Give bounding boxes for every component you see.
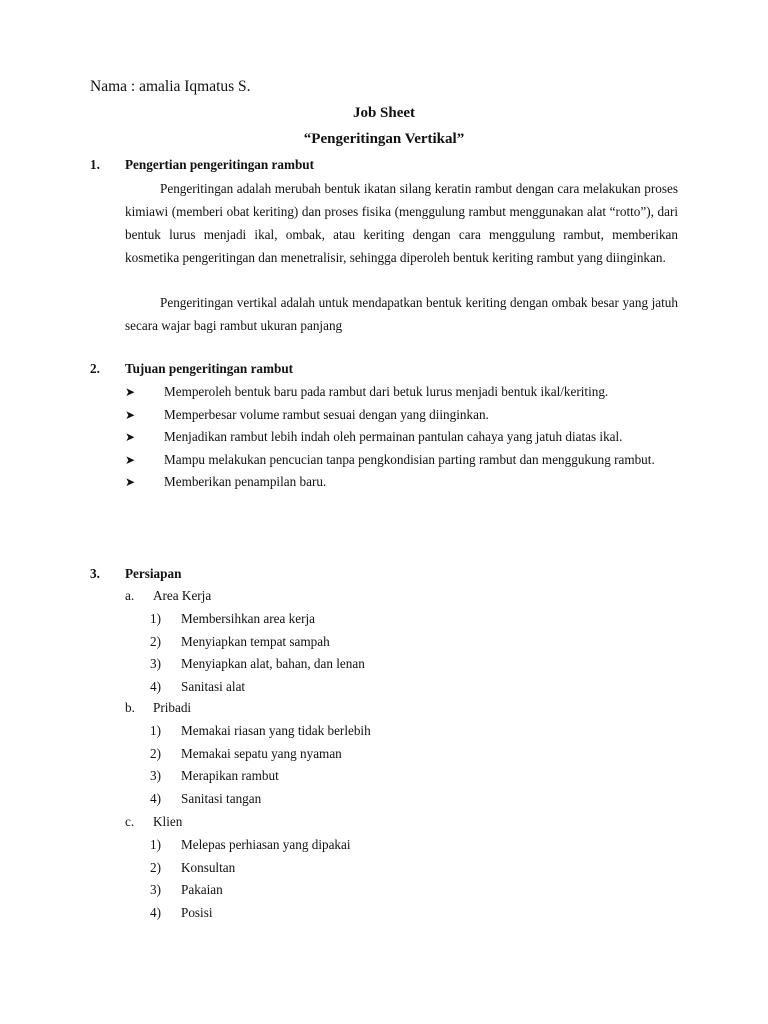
list-item-text: Menjadikan rambut lebih indah oleh permainan pantulan cahaya yang jatuh diatas ikal.	[164, 429, 623, 445]
item-text: Posisi	[181, 904, 213, 920]
arrowhead-bullet-icon: ➤	[125, 452, 136, 467]
item-number: 1)	[150, 611, 161, 626]
item-number: 2)	[150, 859, 161, 875]
item-number: 1)	[150, 837, 161, 852]
section-label: Pengertian pengeritingan rambut	[125, 157, 315, 172]
list-item	[125, 381, 678, 404]
item-number: 2)	[150, 745, 161, 761]
subsection-letter: a.	[125, 588, 135, 603]
section-number: 2.	[90, 361, 100, 376]
document-title: Job Sheet	[352, 105, 416, 121]
subsection-label: Klien	[153, 814, 183, 829]
item-text: Membersihkan area kerja	[181, 611, 316, 626]
item-text: Pakaian	[181, 882, 223, 898]
item-number: 3)	[150, 768, 161, 784]
item-number: 3)	[150, 656, 161, 672]
item-number: 2)	[150, 633, 161, 649]
item-text: Sanitasi alat	[181, 678, 246, 694]
list-item-text: Memberikan penampilan baru.	[164, 474, 327, 490]
item-text: Menyiapkan tempat sampah	[181, 633, 330, 649]
list-item	[125, 426, 678, 449]
arrowhead-bullet-icon: ➤	[125, 385, 136, 399]
item-text: Menyiapkan alat, bahan, dan lenan	[181, 656, 365, 672]
item-number: 4)	[150, 904, 161, 920]
arrowhead-bullet-icon: ➤	[125, 475, 136, 490]
item-number: 3)	[150, 882, 161, 898]
document-subtitle: “Pengeritingan Vertikal”	[303, 131, 465, 147]
list-item	[125, 404, 678, 427]
item-number: 4)	[150, 790, 161, 806]
paragraph: Pengeritingan adalah merubah bentuk ikatan silang keratin rambut dengan cara melakukan proses kimiawi (memberi obat keriting) dan proses fisika (menggulung rambut menggunakan alat “rotto”), dari bentuk lurus menjadi ikal, ombak, atau keriting dengan cara menggulung rambut, memberikan kosmetika pengeritingan dan menetralisir, sehingga diperoleh bentuk keriting rambut yang diinginkan.	[125, 181, 678, 265]
item-number: 1)	[150, 723, 161, 738]
paragraph: Pengeritingan vertikal adalah untuk mendapatkan bentuk keriting dengan ombak besar yang jatuh secara wajar bagi rambut ukuran panjang	[125, 295, 678, 333]
item-text: Melepas perhiasan yang dipakai	[181, 837, 351, 852]
section-label: Persiapan	[125, 566, 182, 581]
section-label: Tujuan pengeritingan rambut	[125, 361, 294, 376]
item-text: Merapikan rambut	[181, 768, 279, 784]
goal-list	[125, 381, 678, 494]
item-text: Konsultan	[181, 859, 236, 875]
subsection-letter: c.	[125, 814, 135, 829]
item-text: Sanitasi tangan	[181, 790, 262, 806]
item-text: Memakai riasan yang tidak berlebih	[181, 723, 371, 738]
student-name: Nama : amalia Iqmatus S.	[90, 78, 251, 95]
list-item	[125, 471, 678, 494]
list-item-text: Memperoleh bentuk baru pada rambut dari betuk lurus menjadi bentuk ikal/keriting.	[164, 384, 609, 399]
subsection-letter: b.	[125, 700, 135, 715]
item-text: Memakai sepatu yang nyaman	[181, 745, 342, 761]
subsection-label: Area Kerja	[153, 588, 212, 603]
list-item	[125, 449, 678, 472]
section-number: 3.	[90, 566, 100, 581]
list-item-text: Mampu melakukan pencucian tanpa pengkondisian parting rambut dan menggukung rambut.	[164, 451, 655, 467]
arrowhead-bullet-icon: ➤	[125, 407, 136, 422]
section-number: 1.	[90, 157, 100, 172]
arrowhead-bullet-icon: ➤	[125, 430, 136, 445]
item-number: 4)	[150, 678, 161, 694]
list-item-text: Memperbesar volume rambut sesuai dengan yang diinginkan.	[164, 406, 489, 422]
subsection-label: Pribadi	[153, 700, 192, 715]
